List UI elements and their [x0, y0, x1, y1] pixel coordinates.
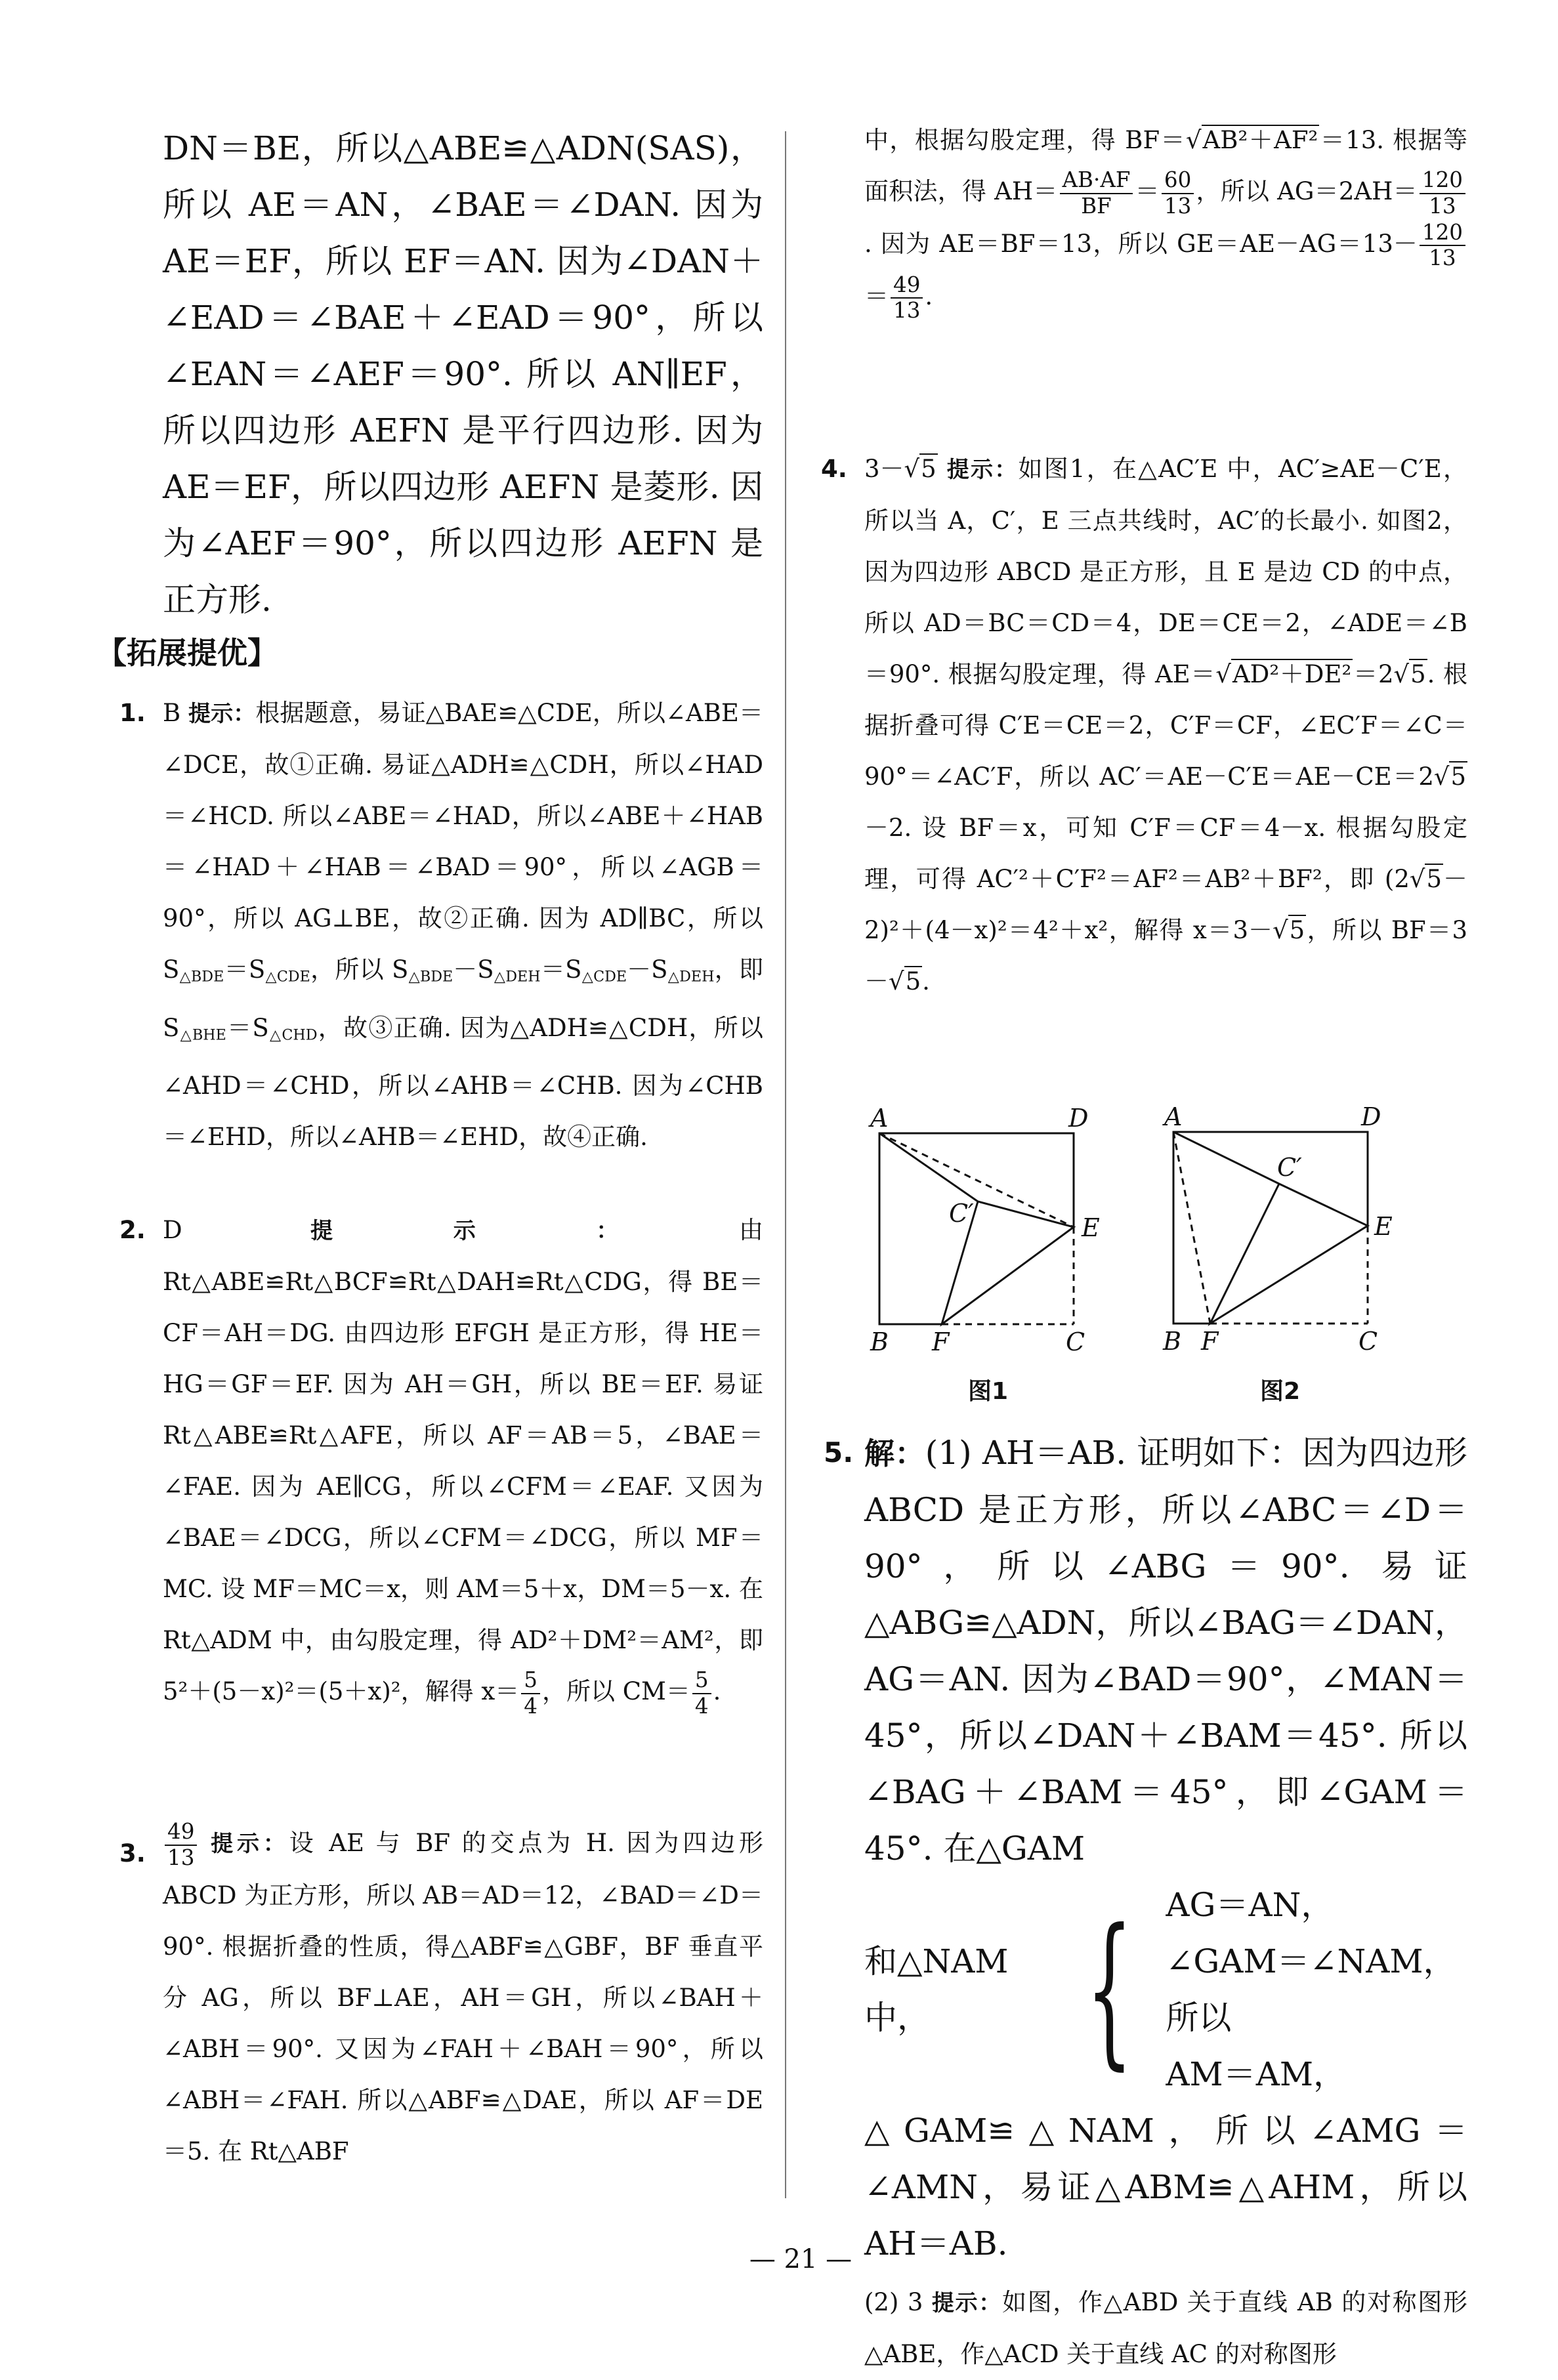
label-a: A	[1164, 1102, 1183, 1131]
text-run: ，所以 CM＝	[541, 1677, 690, 1705]
label-c: C	[1066, 1327, 1085, 1356]
system-suffix: 所以	[1166, 1999, 1232, 2037]
radicand: AD²＋DE²	[1232, 660, 1352, 688]
text-run: ，所以 S	[310, 955, 409, 984]
square-root	[1186, 126, 1319, 154]
item-number: 4.	[821, 455, 847, 483]
fraction	[1420, 168, 1465, 219]
left-brace-icon: {	[1086, 1894, 1133, 2085]
text-run: .	[925, 282, 933, 310]
text-run	[199, 1829, 211, 1857]
numerator: 60	[1162, 168, 1194, 194]
subscript: △CDE	[265, 968, 310, 986]
radicand: 5	[1410, 660, 1426, 688]
numerator: 120	[1420, 168, 1465, 194]
page-number: — 21 —	[749, 2244, 853, 2274]
fraction	[165, 1820, 197, 1870]
label-b: B	[1163, 1327, 1181, 1356]
square-root	[904, 455, 938, 483]
intro-paragraph	[163, 120, 763, 628]
text-run: D	[163, 1216, 311, 1244]
text-run: ＝	[864, 282, 889, 310]
label-f: F	[1201, 1327, 1219, 1356]
radicand: 5	[1426, 865, 1442, 893]
radical-icon: √	[1393, 660, 1410, 688]
answer-item-3	[119, 1818, 764, 2177]
figure-2	[1173, 1132, 1368, 1324]
subscript: △DEH	[667, 968, 715, 986]
numerator: 5	[692, 1668, 711, 1694]
item-text	[163, 688, 763, 1163]
column-divider	[785, 131, 786, 2198]
system-line: ∠GAM＝∠NAM，	[1166, 1942, 1456, 1980]
hint-label: 提示：	[946, 457, 1019, 483]
item-number: 3.	[119, 1839, 146, 1868]
square-outline	[1173, 1132, 1368, 1324]
figure-1-caption: 图1	[968, 1378, 1009, 1405]
label-e: E	[1082, 1213, 1100, 1242]
hint-label: 提示：	[310, 1218, 739, 1244]
label-e: E	[1374, 1212, 1393, 1241]
item-text	[163, 1818, 763, 2177]
section-heading-wrap	[96, 627, 278, 679]
subscript: △DEH	[494, 968, 541, 986]
dashed-segment	[879, 1133, 1074, 1227]
text-run: ，所以 BF＝3－	[864, 916, 1467, 995]
denominator: BF	[1081, 193, 1112, 219]
item-text	[864, 115, 1467, 324]
numerator: AB·AF	[1060, 168, 1133, 194]
fold-lines	[879, 1133, 1074, 1324]
text-run: 设 AE 与 BF 的交点为 H. 因为四边形 ABCD 为正方形，所以 AB＝AD＝12，∠BAD＝∠D＝90°. 根据折叠的性质，得△ABF≌△GBF，BF 垂直平分 AG，所以 BF⊥AE，AH＝GH，所以∠BAH＋∠ABH＝90°. 又因为∠FAH＋∠BAH＝90°，所以∠ABH＝∠FAH. 所以△ABF≌△DAE，所以 AF＝DE＝5. 在 Rt△ABF	[163, 1829, 764, 2165]
radical-icon: √	[1433, 762, 1450, 791]
text-run: ＝13. 根据等面积法，得 AH＝	[864, 126, 1468, 205]
numerator: 49	[165, 1820, 197, 1845]
fraction	[1420, 220, 1465, 271]
answer-item-3-continued	[864, 115, 1467, 324]
text-run: △GAM≌△NAM，所以∠AMG＝∠AMN，易证△ABM≌△AHM，所以 AH＝AB.	[864, 2112, 1467, 2263]
radical-icon: √	[1185, 126, 1202, 154]
hint-label: 提示：	[188, 701, 256, 727]
denominator: 13	[893, 298, 921, 324]
numerator: 49	[891, 273, 923, 299]
radical-icon: √	[1409, 865, 1425, 893]
square-root	[1434, 762, 1467, 791]
hint-label: 提示：	[211, 1831, 289, 1857]
radicand: 5	[1450, 762, 1466, 791]
subscript: △BDE	[179, 968, 224, 986]
left-column	[163, 120, 763, 628]
item-text	[163, 1205, 763, 1719]
text-run: 根据题意，易证△BAE≌△CDE，所以∠ABE＝∠DCE，故①正确. 易证△ADH≌△CDH，所以∠HAD＝∠HCD. 所以∠ABE＝∠HAD，所以∠ABE＋∠HAB＝∠HAD＋∠HAB＝∠BAD＝90°，所以∠AGB＝90°，所以 AG⊥BE，故②正确. 因为 AD∥BC，所以 S	[163, 699, 763, 984]
radicand: 5	[905, 967, 921, 995]
fraction	[1060, 168, 1133, 219]
label-c-prime: C′	[1277, 1153, 1302, 1182]
item-number: 2.	[119, 1216, 146, 1244]
radicand: AB²＋AF²	[1202, 126, 1318, 154]
fold-lines	[1173, 1132, 1368, 1324]
denominator: 13	[1429, 193, 1456, 219]
fraction	[1162, 168, 1194, 219]
square-root	[1410, 865, 1443, 893]
answer-item-5	[824, 1425, 1467, 2380]
radicand: 5	[1289, 916, 1305, 944]
subscript: △CDE	[581, 968, 627, 986]
figure-2-caption: 图2	[1260, 1378, 1301, 1405]
answer-item-4	[821, 444, 1468, 1007]
label-c-prime: C′	[949, 1199, 974, 1228]
label-a: A	[870, 1104, 889, 1133]
hint-label: 解：	[864, 1436, 925, 1471]
fraction	[692, 1668, 711, 1719]
radical-icon: √	[904, 455, 920, 483]
label-c: C	[1358, 1327, 1378, 1356]
geometry-figures	[853, 1102, 1477, 1417]
denominator: 13	[1429, 245, 1456, 271]
label-d: D	[1068, 1104, 1089, 1133]
subscript: △CHD	[268, 1026, 318, 1044]
text-run: 3－	[864, 455, 904, 483]
denominator: 13	[1164, 193, 1192, 219]
radical-icon: √	[1273, 916, 1288, 944]
fraction	[891, 273, 923, 324]
system-line: AG＝AN，	[1166, 1886, 1334, 1924]
answer-item-2	[119, 1205, 763, 1719]
system-line: AM＝AM，	[1166, 2055, 1347, 2093]
text-run: ，即 S	[163, 955, 763, 1042]
text-run: ＝S	[226, 1013, 269, 1042]
text-run: .	[922, 967, 930, 995]
label-b: B	[870, 1327, 889, 1356]
text-run: (1) AH＝AB. 证明如下：因为四边形 ABCD 是正方形，所以∠ABC＝∠D＝90°，所以∠ABG＝90°. 易证△ABG≌△ADN，所以∠BAG＝∠DAN，AG＝AN. 因为∠BAD＝90°，∠MAN＝45°，所以∠DAN＋∠BAM＝45°. 所以∠BAG＋∠BAM＝45°，即∠GAM＝45°. 在△GAM	[864, 1434, 1467, 1868]
system-prefix: 和△NAM 中，	[864, 1942, 1009, 2037]
fraction	[521, 1668, 540, 1719]
text-run: ，所以 AG＝2AH＝	[1196, 177, 1418, 205]
equation-system	[864, 1877, 1467, 2102]
denominator: 4	[694, 1693, 709, 1719]
text-run: －2)²＋(4－x)²＝4²＋x²，解得 x＝3－	[864, 865, 1467, 944]
radical-icon: √	[889, 967, 904, 995]
system-line-with-suffix	[1166, 1933, 1467, 2046]
radicand: 5	[921, 455, 937, 483]
numerator: 120	[1420, 220, 1465, 246]
text-run: －S	[627, 955, 668, 984]
figure-1	[879, 1133, 1074, 1324]
radical-icon: √	[1215, 660, 1231, 688]
text-run: 如图1，在△AC′E 中，AC′≥AE－C′E，所以当 A，C′，E 三点共线时，AC′的长最小. 如图2，因为四边形 ABCD 是正方形，且 E 是边 CD 的中点，所以 AD＝BC＝CD＝4，DE＝CE＝2，∠ADE＝∠B＝90°. 根据勾股定理，得 AE＝	[864, 455, 1468, 688]
item-text	[864, 444, 1467, 1007]
text-run: ＝2	[1353, 660, 1394, 688]
label-d: D	[1361, 1102, 1381, 1131]
text-run: －2. 设 BF＝x，可知 C′F＝CF＝4－x. 根据勾股定理，可得 AC′²＋C′F²＝AF²＝AB²＋BF²，即 (2	[864, 814, 1467, 893]
text-run: 中，根据勾股定理，得 BF＝	[864, 126, 1186, 154]
item-number: 1.	[119, 699, 146, 727]
square-root	[1394, 660, 1427, 688]
text-run: .	[713, 1677, 721, 1705]
subscript: △BHE	[179, 1026, 226, 1044]
hint-label: 提示：	[931, 2290, 1002, 2316]
item-number: 5.	[824, 1436, 854, 1469]
text-run: 由 Rt△ABE≌Rt△BCF≌Rt△DAH≌Rt△CDG，得 BE＝CF＝AH＝DG. 由四边形 EFGH 是正方形，得 HE＝HG＝GF＝EF. 因为 AH＝GH，所以 BE＝EF. 易证 Rt△ABE≌Rt△AFE，所以 AF＝AB＝5，∠BAE＝∠FAE. 因为 AE∥CG，所以∠CFM＝∠EAF. 又因为∠BAE＝∠DCG，所以∠CFM＝∠DCG，所以 MF＝MC. 设 MF＝MC＝x，则 AM＝5＋x，DM＝5－x. 在 Rt△ADM 中，由勾股定理，得 AD²＋DM²＝AM²，即 5²＋(5－x)²＝(5＋x)²，解得 x＝	[163, 1216, 763, 1705]
text-run: . 根据折叠可得 C′E＝CE＝2，C′F＝CF，∠EC′F＝∠C＝90°＝∠AC′F，所以 AC′＝AE－C′E＝AE－CE＝2	[864, 660, 1468, 791]
square-root	[889, 967, 922, 995]
square-root	[1215, 660, 1353, 688]
text-run: ＝	[1135, 177, 1160, 205]
text-run: DN＝BE，所以△ABE≌△ADN(SAS)，所以 AE＝AN，∠BAE＝∠DAN. 因为 AE＝EF，所以 EF＝AN. 因为∠DAN＋∠EAD＝∠BAE＋∠EAD＝90°，所以∠EAN＝∠AEF＝90°. 所以 AN∥EF，所以四边形 AEFN 是平行四边形. 因为 AE＝EF，所以四边形 AEFN 是菱形. 因为∠AEF＝90°，所以四边形 AEFN 是正方形.	[163, 129, 763, 619]
dashed-segment	[1173, 1132, 1210, 1324]
system-lines	[1166, 1877, 1467, 2102]
text-run: －S	[453, 955, 494, 984]
text-run: ＝S	[540, 955, 582, 984]
numerator: 5	[521, 1668, 540, 1694]
section-heading: 【拓展提优】	[96, 635, 278, 671]
denominator: 4	[524, 1693, 537, 1719]
text-run: ，故③正确. 因为△ADH≌△CDH，所以∠AHD＝∠CHD，所以∠AHB＝∠CHB. 因为∠CHB＝∠EHD，所以∠AHB＝∠EHD，故④正确.	[163, 1013, 763, 1152]
text-run: . 因为 AE＝BF＝13，所以 GE＝AE－AG＝13－	[864, 229, 1418, 258]
label-f: F	[932, 1327, 950, 1356]
item-text	[864, 1425, 1467, 1877]
answer-item-1	[119, 688, 763, 1163]
denominator: 13	[167, 1845, 195, 1870]
text-run: B	[163, 699, 189, 727]
square-outline	[879, 1133, 1074, 1324]
text-run: 如图，作△ABD 关于直线 AB 的对称图形△ABE，作△ACD 关于直线 AC 的对称图形	[864, 2288, 1467, 2368]
text-run	[938, 455, 947, 483]
item-part-2	[864, 2277, 1467, 2380]
square-root	[1273, 916, 1306, 944]
text-run: (2) 3	[864, 2288, 932, 2316]
text-run: ＝S	[224, 955, 266, 984]
subscript: △BDE	[408, 968, 453, 986]
